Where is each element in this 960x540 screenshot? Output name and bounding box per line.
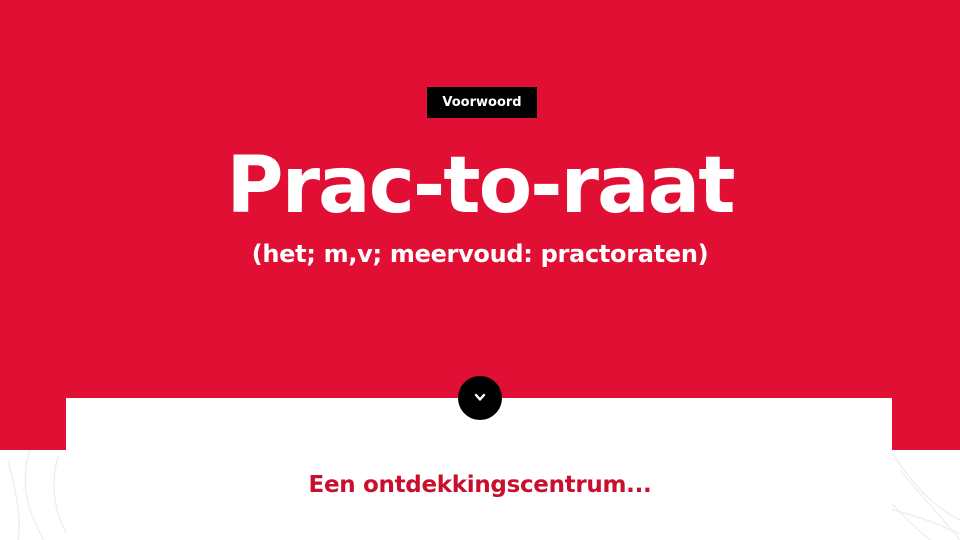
chevron-down-icon	[472, 391, 488, 405]
scroll-down-button[interactable]	[458, 376, 502, 420]
section-tag: Voorwoord	[427, 87, 537, 118]
intro-paragraph	[170, 527, 800, 540]
page-title: Prac-to-raat	[226, 141, 734, 231]
page-subtitle: (het; m,v; meervoud: practoraten)	[251, 240, 709, 268]
section-heading: Een ontdekkingscentrum...	[308, 472, 652, 498]
